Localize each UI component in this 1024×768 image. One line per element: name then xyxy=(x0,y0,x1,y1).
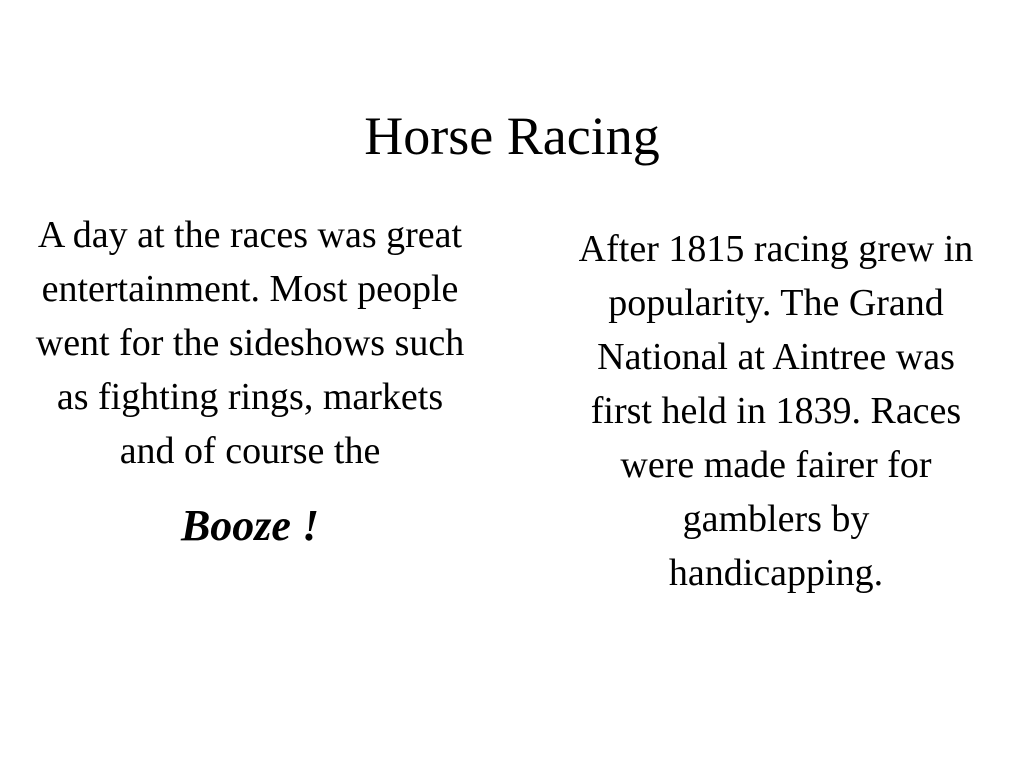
slide-title: Horse Racing xyxy=(364,106,660,166)
right-paragraph: After 1815 racing grew in popularity. The Grand National at Aintree was first held in 1839. Races were made fairer for gamblers by handicapping. xyxy=(578,228,974,594)
right-text-column xyxy=(572,222,980,600)
left-text-column xyxy=(30,208,470,556)
left-paragraph: A day at the races was great entertainment. Most people went for the sideshows such as fighting rings, markets and of course the xyxy=(35,214,465,472)
booze-emphasis: Booze ! xyxy=(180,501,320,550)
